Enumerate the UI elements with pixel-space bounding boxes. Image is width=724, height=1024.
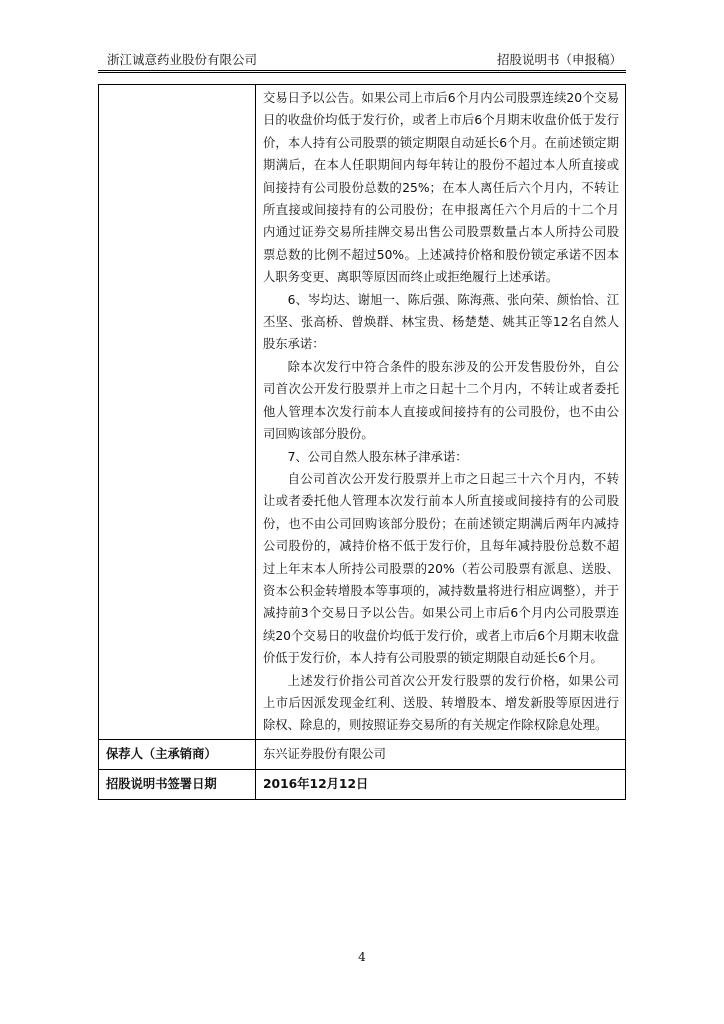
sponsor-row [99,739,626,769]
page-header-doc-title: 招股说明书（申报稿） [496,52,622,67]
commitment-heading-6: 6、岑均达、谢旭一、陈后强、陈海燕、张向荣、颜怡恰、江丕坚、张高桥、曾焕群、林宝贵、杨楚楚、姚其正等12名自然人股东承诺： [263,292,619,352]
commitment-heading-7: 7、公司自然人股东林子津承诺： [287,449,468,464]
sponsor-value: 东兴证券股份有限公司 [256,739,626,769]
prospectus-summary-table [98,84,626,800]
header-rule-double [98,72,626,73]
commitment-paragraph-6: 除本次发行中符合条件的股东涉及的公开发售股份外，自公司首次公开发行股票并上市之日起十二个月内，不转让或者委托他人管理本次发行前本人直接或间接持有的公司股份，也不由公司回购该部分股份。 [263,359,619,442]
sponsor-label: 保荐人（主承销商） [99,739,256,769]
sign-date-row [99,769,626,799]
page-header-company: 浙江诚意药业股份有限公司 [107,52,258,67]
header-rule [98,70,626,71]
commitments-content-cell [256,85,626,740]
commitments-label-cell [99,85,256,740]
sign-date-label: 招股说明书签署日期 [99,769,256,799]
page-number: 4 [358,950,366,964]
commitment-paragraph-7: 自公司首次公开发行股票并上市之日起三十六个月内，不转让或者委托他人管理本次发行前本人所直接或间接持有的公司股份，也不由公司回购该部分股份；在前述锁定期满后两年内减持公司股份的，减持价格不低于发行价，且每年减持股份总数不超过上年末本人所持公司股票的20%（若公司股票有派息、送股、资本公积金转增股本等事项的，减持数量将进行相应调整），并于减持前3个交易日予以公告。如果公司上市后6个月内公司股票连续20个交易日的收盘价均低于发行价，或者上市后6个月期末收盘价低于发行价，本人持有公司股票的锁定期限自动延长6个月。 [263,471,619,666]
sign-date-value: 2016年12月12日 [256,769,626,799]
commitments-row [99,85,626,740]
commitment-paragraph-last: 上述发行价指公司首次公开发行股票的发行价格，如果公司上市后因派发现金红利、送股、转增股本、增发新股等原因进行除权、除息的，则按照证券交易所的有关规定作除权除息处理。 [263,673,619,733]
commitment-paragraph-top: 交易日予以公告。如果公司上市后6个月内公司股票连续20个交易日的收盘价均低于发行价，或者上市后6个月期末收盘价低于发行价，本人持有公司股票的锁定期限自动延长6个月。在前述锁定期期满后，在本人任职期间内每年转让的股份不超过本人所直接或间接持有公司股份总数的25%；在本人离任后六个月内，不转让所直接或间接持有的公司股份；在申报离任六个月后的十二个月内通过证券交易所挂牌交易出售公司股票数量占本人所持公司股票总数的比例不超过50%。上述减持价格和股份锁定承诺不因本人职务变更、离职等原因而终止或拒绝履行上述承诺。 [263,91,619,285]
